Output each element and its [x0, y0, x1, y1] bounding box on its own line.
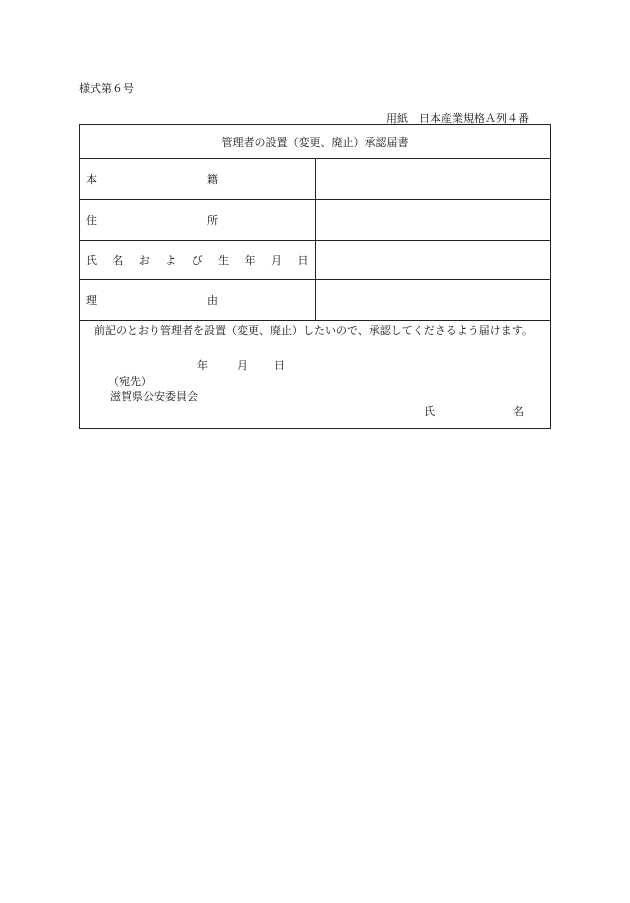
- date-line: [170, 357, 285, 373]
- declaration-statement: 前記のとおり管理者を設置（変更、廃止）したいので、承認してくださるよう届けます。: [94, 324, 533, 337]
- row-riyu: [80, 280, 551, 321]
- date-year-label: 年: [197, 359, 208, 372]
- value-shimei[interactable]: [315, 241, 551, 280]
- label-riyu: 理 由: [80, 280, 316, 321]
- name-first-label: 氏: [424, 405, 435, 418]
- label-honseki: 本 籍: [80, 159, 316, 200]
- name-line: [424, 403, 524, 419]
- declaration-row: [80, 321, 551, 429]
- form-title: 管理者の設置（変更、廃止）承認届書: [80, 125, 551, 159]
- label-jusho: 住 所: [80, 200, 316, 241]
- notification-form-table: [79, 124, 551, 429]
- title-row: [80, 125, 551, 159]
- date-day-label: 日: [274, 359, 285, 372]
- row-jusho: [80, 200, 551, 241]
- form-number: 様式第６号: [79, 82, 134, 95]
- addressee-label: （宛先）: [108, 375, 152, 388]
- value-honseki[interactable]: [315, 159, 551, 200]
- value-riyu[interactable]: [315, 280, 551, 321]
- paper-spec: 用紙 日本産業規格Ａ列４番: [386, 112, 529, 125]
- row-honseki: [80, 159, 551, 200]
- declaration-cell: [80, 321, 551, 429]
- label-shimei: 氏名および生年月日: [80, 241, 316, 280]
- row-shimei: [80, 241, 551, 280]
- addressee: 滋賀県公安委員会: [110, 390, 198, 403]
- value-jusho[interactable]: [315, 200, 551, 241]
- date-month-label: 月: [237, 359, 248, 372]
- name-last-label: 名: [513, 405, 524, 418]
